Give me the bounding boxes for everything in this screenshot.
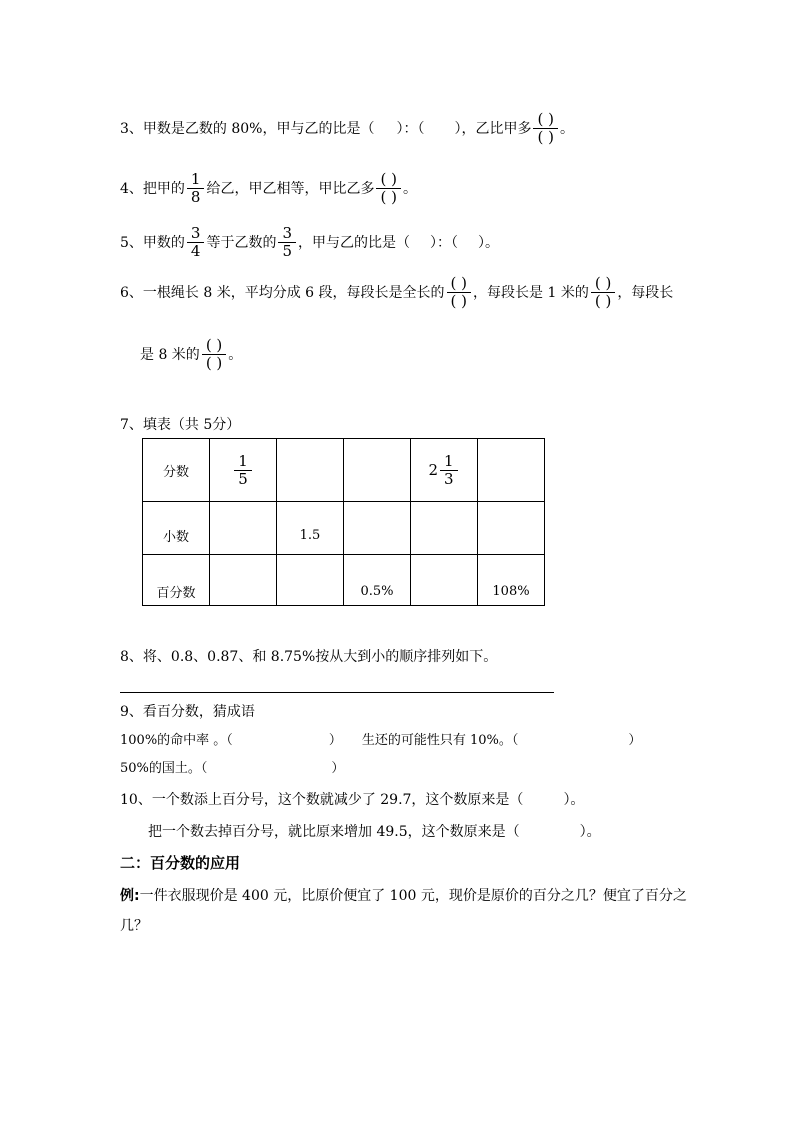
fraction-blank: $\frac{( )}{( )}$ — [447, 275, 471, 310]
table-row-decimal — [143, 502, 545, 555]
table-cell[interactable] — [210, 555, 277, 606]
table-cell[interactable] — [478, 439, 545, 502]
row-label: 百分数 — [143, 555, 210, 606]
table-cell[interactable]: 1.5 — [277, 502, 344, 555]
question-9-line-1: 100%的命中率 。（ ） 生还的可能性只有 10%。（ ） — [120, 732, 642, 748]
table-cell[interactable] — [478, 502, 545, 555]
question-3: 3、甲数是乙数的 80%，甲与乙的比是（ ）：（ ），乙比甲多 $\frac{( )}{( )}$ 。 — [120, 109, 574, 146]
table-cell[interactable] — [344, 502, 411, 555]
table-cell[interactable] — [210, 502, 277, 555]
table-cell[interactable] — [344, 439, 411, 502]
fraction-blank: $\frac{( )}{( )}$ — [202, 337, 226, 372]
table-row-percent — [143, 555, 545, 606]
example: 例: 一件衣服现价是 400 元，比原价便宜了 100 元，现价是原价的百分之几？便宜了百分之 — [120, 888, 687, 904]
question-6: 6、一根绳长 8 米，平均分成 6 段，每段长是全长的 $\frac{( )}{( )}$ ，每段长是 1 米的 $\frac{( )}{( )}$ ，每段长 — [120, 273, 674, 310]
table-cell[interactable]: 0.5% — [344, 555, 411, 606]
question-10-line-2: 把一个数去掉百分号，就比原来增加 49.5，这个数原来是（ ）。 — [148, 824, 601, 840]
fraction-one-eighth: $\frac{1}{8}$ — [187, 171, 205, 206]
section-title: 二：百分数的应用 — [120, 853, 241, 872]
fraction-blank: $\frac{( )}{( )}$ — [376, 171, 400, 206]
question-7-title: 7、填表（共 5分） — [120, 417, 241, 433]
table-cell[interactable] — [277, 439, 344, 502]
question-8: 8、将、0.8、0.87、和 8.75%按从大到小的顺序排列如下。 — [120, 649, 498, 665]
fill-table — [142, 438, 545, 606]
fraction-blank: $\frac{( )}{( )}$ — [533, 111, 557, 146]
table-cell[interactable] — [411, 502, 478, 555]
fraction-blank: $\frac{( )}{( )}$ — [591, 275, 615, 310]
example-line-2: 几？ — [120, 918, 148, 934]
table-cell[interactable] — [411, 555, 478, 606]
question-4: 4、把甲的 $\frac{1}{8}$ 给乙，甲乙相等，甲比乙多 $\frac{( )}{( )}$ 。 — [120, 169, 417, 206]
question-10-line-1: 10、一个数添上百分号，这个数就减少了 29.7，这个数原来是（ ）。 — [120, 792, 585, 808]
table-cell[interactable]: $\frac{1}{5}$ — [210, 439, 277, 502]
question-9-line-2: 50%的国土。（ ） — [120, 760, 345, 776]
question-6-line-2: 是 8 米的 $\frac{( )}{( )}$ 。 — [140, 335, 243, 372]
question-9-title: 9、看百分数，猜成语 — [120, 704, 255, 720]
row-label: 分数 — [143, 439, 210, 502]
table-cell[interactable]: 2 $\frac{1}{3}$ — [411, 439, 478, 502]
fraction-three-fourths: $\frac{3}{4}$ — [187, 225, 205, 260]
table-row-fraction — [143, 439, 545, 502]
fraction-three-fifths: $\frac{3}{5}$ — [278, 225, 296, 260]
question-5: 5、甲数的 $\frac{3}{4}$ 等于乙数的 $\frac{3}{5}$ ，甲与乙的比是（ ）：（ ）。 — [120, 223, 500, 260]
table-cell[interactable]: 108% — [478, 555, 545, 606]
answer-line[interactable] — [120, 692, 554, 693]
table-cell[interactable] — [277, 555, 344, 606]
row-label: 小数 — [143, 502, 210, 555]
